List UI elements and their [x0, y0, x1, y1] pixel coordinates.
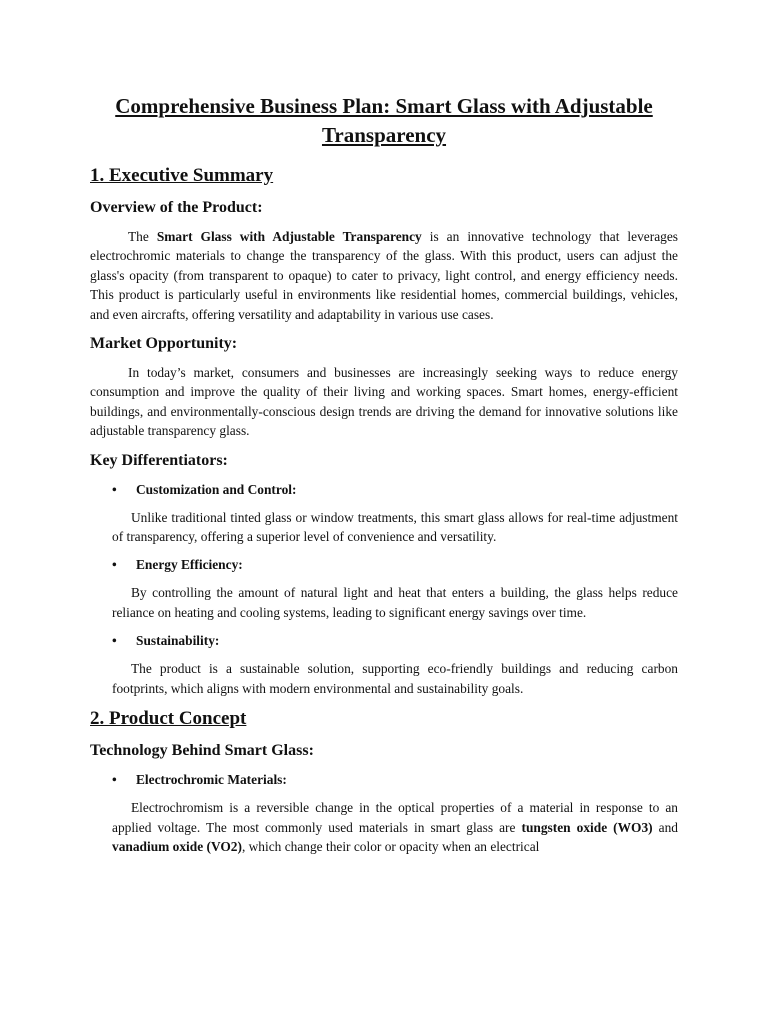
paragraph-customization: Unlike traditional tinted glass or window treatments, this smart glass allows for real-time adjustment of transparency, offering a superior level of convenience and versatility.	[112, 509, 678, 545]
section-heading-product-concept: 2. Product Concept	[90, 708, 247, 730]
bullet-dot: •	[112, 557, 117, 573]
section-heading-executive-summary: 1. Executive Summary	[90, 165, 274, 186]
bullet-label: Sustainability:	[136, 633, 220, 649]
subheading-overview: Overview of the Product:	[90, 199, 263, 216]
electrochromic-bold-2: vanadium oxide (VO2)	[112, 838, 242, 854]
bullet-electrochromic-materials	[90, 770, 678, 789]
bullet-dot: •	[112, 772, 117, 788]
bullet-dot: •	[112, 481, 117, 497]
bullet-label: Electrochromic Materials:	[136, 772, 287, 788]
bullet-label: Customization and Control:	[136, 481, 297, 497]
overview-product-name: Smart Glass with Adjustable Transparency	[156, 229, 422, 244]
bullet-sustainability	[90, 631, 678, 650]
overview-text-start: The	[128, 229, 157, 244]
subheading-technology: Technology Behind Smart Glass:	[90, 742, 314, 760]
overview-text-rest: is an innovative technology that leverages electrochromic materials to change the transparency of the glass. With this product, users can adjust the glass's opacity (from transparent to opaque) to cater to privacy, light control, and energy efficiency needs. This product is particularly useful in environments like residential homes, commercial buildings, vehicles, and even aircrafts, offering versatility and adaptability in various use cases.	[90, 229, 678, 322]
subheading-market-opportunity: Market Opportunity:	[90, 335, 238, 353]
paragraph-electrochromic	[112, 798, 678, 856]
paragraph-energy-efficiency: By controlling the amount of natural light and heat that enters a building, the glass helps reduce reliance on heating and cooling systems, leading to significant energy savings over time.	[112, 585, 678, 620]
bullet-dot: •	[112, 633, 117, 649]
subheading-key-differentiators: Key Differentiators:	[90, 451, 228, 469]
electrochromic-text-1: Electrochromism is a reversible change in the optical properties of a material in response to an applied voltage. The most commonly used materials in smart glass are	[112, 800, 678, 835]
bullet-label: Energy Efficiency:	[136, 557, 243, 573]
paragraph-overview	[90, 227, 678, 324]
bullet-customization	[90, 480, 678, 499]
document-title: Comprehensive Business Plan: Smart Glass with Adjustable Transparency	[115, 94, 653, 147]
bullet-energy-efficiency	[90, 555, 678, 574]
paragraph-market-opportunity: In today’s market, consumers and businesses are increasingly seeking ways to reduce energy consumption and improve the quality of their living and working spaces. Smart homes, energy-efficient buildings, and environmentally-conscious design trends are driving the demand for innovative solutions like adjustable transparency glass.	[90, 365, 678, 439]
electrochromic-text-2: and	[652, 819, 678, 835]
paragraph-sustainability: The product is a sustainable solution, supporting eco-friendly buildings and reducing carbon footprints, which aligns with modern environmental and sustainability goals.	[112, 661, 678, 696]
electrochromic-bold-1: tungsten oxide (WO3)	[521, 819, 653, 835]
electrochromic-text-3: , which change their color or opacity when an electrical	[241, 838, 540, 854]
